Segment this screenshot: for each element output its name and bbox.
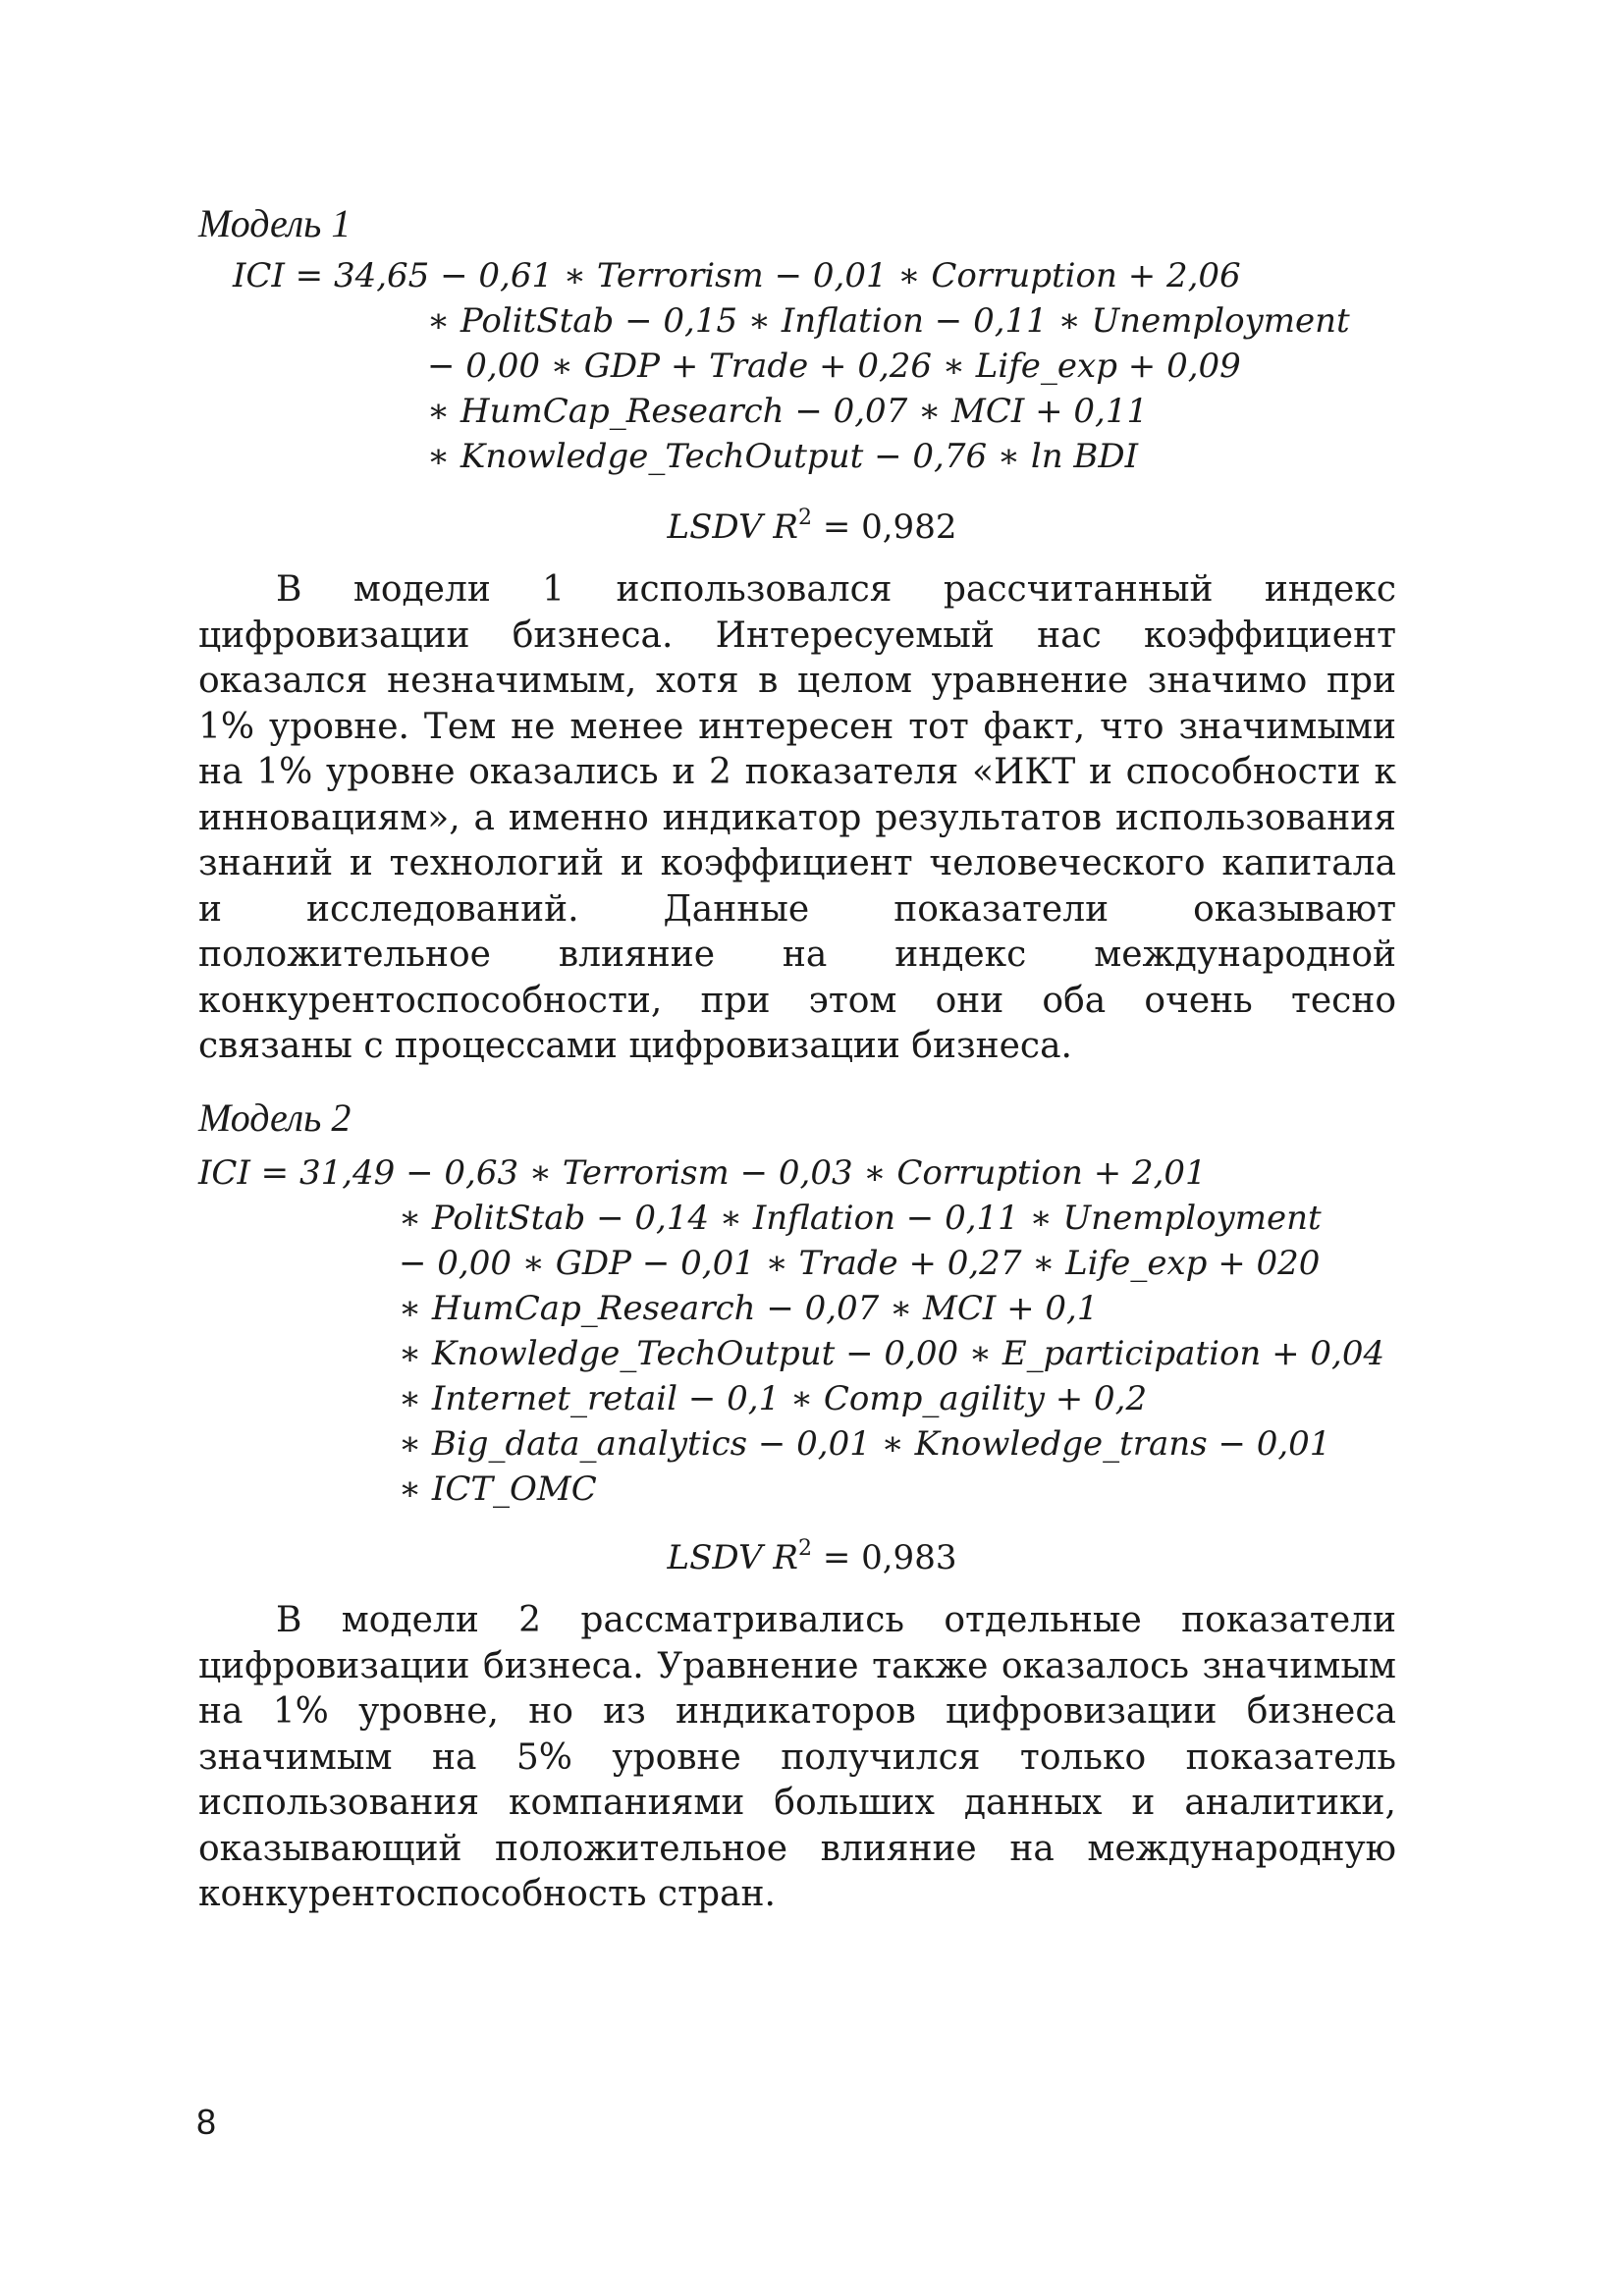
model-2-equation-line: − 0,00 ∗ GDP − 0,01 ∗ Trade + 0,27 ∗ Life_exp + 020	[399, 1244, 1321, 1283]
model-1-equation-line: − 0,00 ∗ GDP + Trade + 0,26 ∗ Life_exp + 0,09	[427, 347, 1241, 386]
model-2-equation-line: ∗ ICT_OMC	[399, 1469, 597, 1509]
r-squared-exponent: 2	[798, 506, 813, 530]
r-squared-exponent: 2	[798, 1536, 813, 1561]
model-1-equation-line: ICI = 34,65 − 0,61 ∗ Terrorism − 0,01 ∗ Corruption + 2,06	[233, 256, 1241, 295]
r-squared-value: = 0,983	[812, 1538, 957, 1577]
model-1-equation-line: ∗ HumCap_Research − 0,07 ∗ MCI + 0,11	[427, 392, 1149, 431]
model-1-paragraph: В модели 1 использовался рассчитанный индекс цифровизации бизнеса. Интересуемый нас коэффициент оказался незначимым, хотя в целом уравнение значимо при 1% уровне. Тем не менее интересен тот факт, что значимыми на 1% уровне оказались и 2 показателя «ИКТ и способности к инновациям», а именно индикатор результатов использования знаний и технологий и коэффициент человеческого капитала и исследований. Данные показатели оказывают положительное влияние на индекс международной конкурентоспособности, при этом они оба очень тесно связаны с процессами цифровизации бизнеса.	[198, 569, 1396, 1066]
model-2-equation-line: ICI = 31,49 − 0,63 ∗ Terrorism − 0,03 ∗ Corruption + 2,01	[198, 1153, 1207, 1193]
r-squared-value: = 0,982	[812, 507, 957, 547]
model-2-equation-line: ∗ PolitStab − 0,14 ∗ Inflation − 0,11 ∗ Unemployment	[399, 1199, 1322, 1238]
model-2-heading: Модель 2	[198, 1095, 352, 1140]
model-2-equation-line: ∗ Internet_retail − 0,1 ∗ Comp_agility + 0,2	[399, 1379, 1148, 1418]
model-1-equation-line: ∗ Knowledge_TechOutput − 0,76 ∗ ln BDI	[427, 437, 1139, 476]
r-squared-label: LSDV R	[667, 1538, 799, 1577]
model-2-r-squared	[0, 1535, 1624, 1580]
model-1-equation-line: ∗ PolitStab − 0,15 ∗ Inflation − 0,11 ∗ Unemployment	[427, 301, 1350, 341]
page-number: 8	[196, 2102, 217, 2142]
r-squared-label: LSDV R	[667, 507, 799, 547]
model-2-paragraph: В модели 2 рассматривались отдельные показатели цифровизации бизнеса. Уравнение также оказалось значимым на 1% уровне, но из индикаторов цифровизации бизнеса значимым на 5% уровне получился только показатель использования компаниями больших данных и аналитики, оказывающий положительное влияние на международную конкурентоспособность стран.	[198, 1600, 1396, 1914]
model-2-equation-line: ∗ Knowledge_TechOutput − 0,00 ∗ E_participation + 0,04	[399, 1334, 1385, 1373]
model-1-r-squared	[0, 505, 1624, 550]
model-2-equation-line: ∗ HumCap_Research − 0,07 ∗ MCI + 0,1	[399, 1289, 1099, 1328]
model-2-equation-line: ∗ Big_data_analytics − 0,01 ∗ Knowledge_trans − 0,01	[399, 1424, 1331, 1464]
model-1-heading: Модель 1	[198, 201, 352, 245]
